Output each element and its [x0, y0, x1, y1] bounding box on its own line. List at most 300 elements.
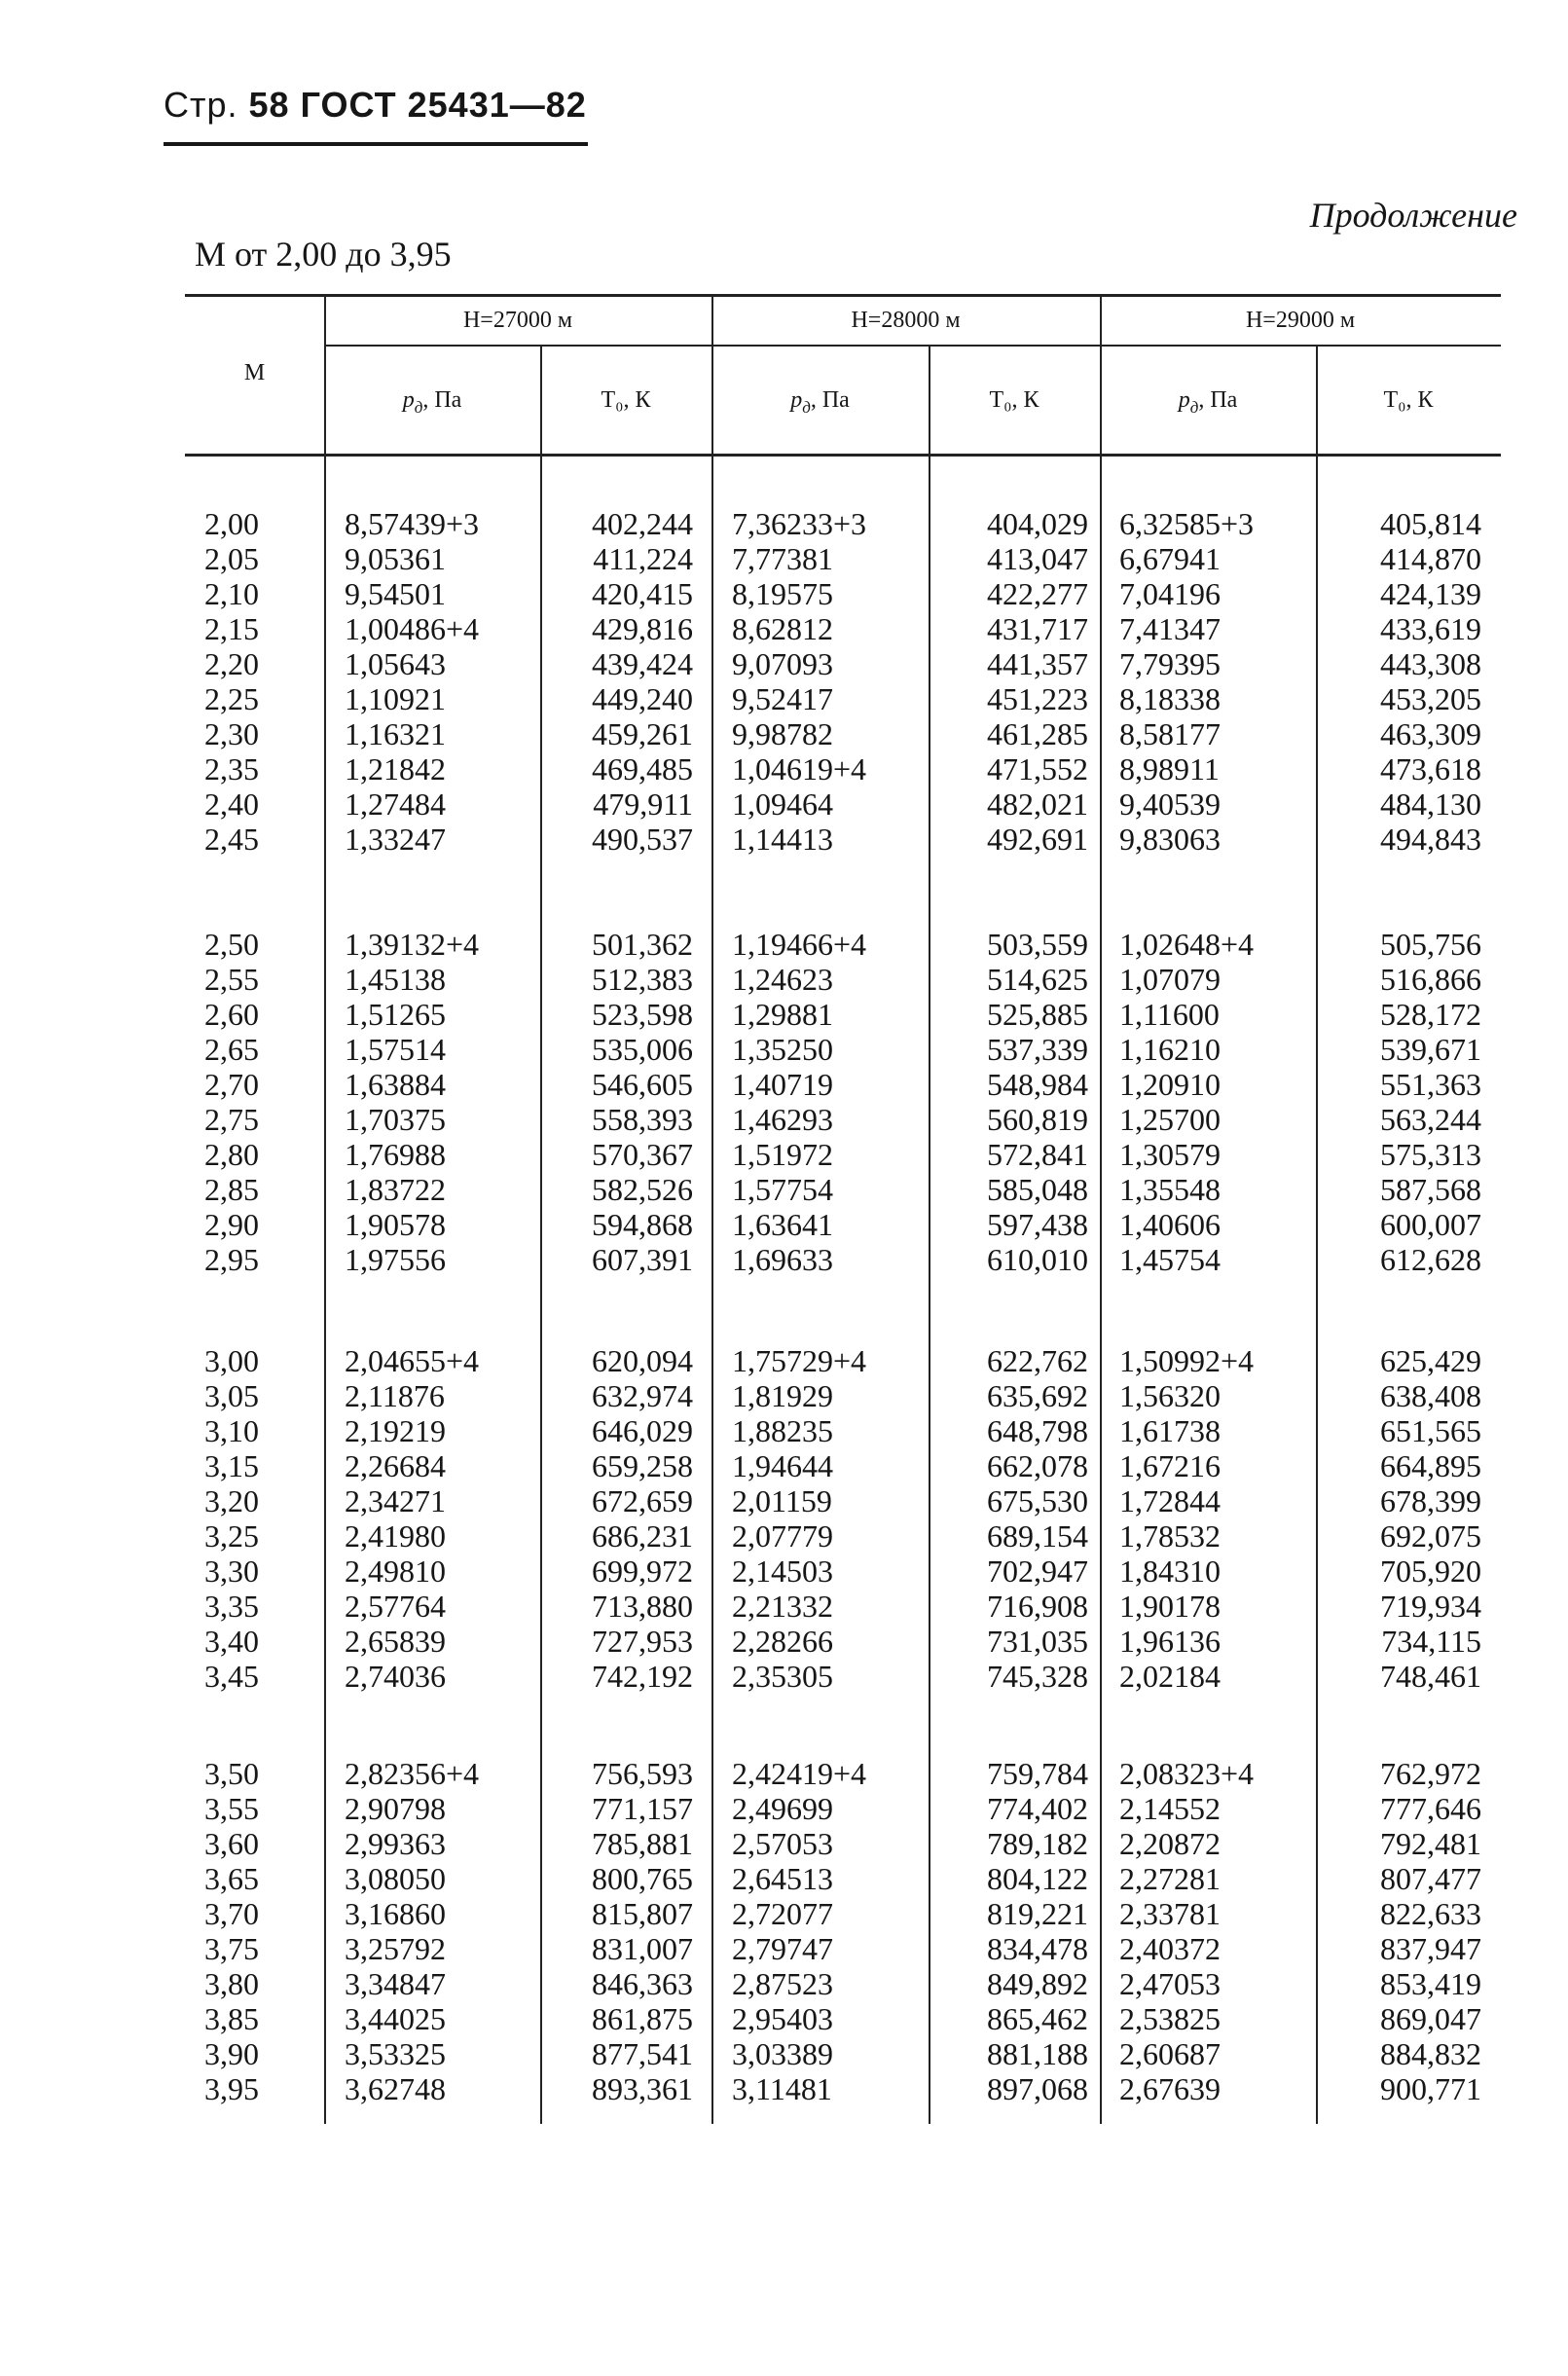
temperature-cell: 607,391	[592, 1242, 693, 1277]
temperature-cell: 853,419	[1380, 1966, 1481, 2001]
pressure-cell: 1,72844	[1119, 1483, 1221, 1518]
temperature-cell: 600,007	[1380, 1207, 1481, 1242]
pressure-cell: 1,40719	[732, 1067, 833, 1102]
header-bottom-rule	[185, 454, 1501, 457]
mach-cell: 3,20	[204, 1483, 259, 1518]
pressure-cell: 1,90578	[345, 1207, 446, 1242]
pressure-cell: 2,20872	[1119, 1826, 1221, 1861]
temperature-cell: 785,881	[592, 1826, 693, 1861]
p-unit: , Па	[422, 387, 462, 413]
mach-cell: 3,65	[204, 1861, 259, 1896]
pressure-cell: 1,11600	[1119, 997, 1220, 1032]
pressure-cell: 1,20910	[1119, 1067, 1221, 1102]
temperature-cell: 402,244	[592, 506, 693, 541]
temperature-cell: 469,485	[592, 751, 693, 786]
mach-cell: 2,25	[204, 681, 259, 716]
pressure-cell: 2,42419+4	[732, 1756, 867, 1791]
pressure-cell: 7,04196	[1119, 576, 1221, 611]
data-table	[185, 294, 1501, 2124]
pressure-cell: 1,75729+4	[732, 1343, 867, 1378]
mach-column	[204, 1343, 259, 1694]
pressure-column	[732, 927, 866, 1277]
pressure-cell: 8,98911	[1119, 751, 1220, 786]
p-symbol: p	[790, 387, 803, 413]
mach-cell: 2,80	[204, 1137, 259, 1172]
temperature-column	[1380, 506, 1481, 857]
temperature-cell: 405,814	[1380, 506, 1481, 541]
pressure-cell: 2,14503	[732, 1554, 833, 1589]
mach-cell: 2,75	[204, 1102, 259, 1137]
pressure-cell: 1,51265	[345, 997, 446, 1032]
mach-cell: 2,10	[204, 576, 259, 611]
pressure-cell: 2,99363	[345, 1826, 446, 1861]
mach-cell: 2,00	[204, 506, 259, 541]
pressure-cell: 2,65839	[345, 1624, 446, 1659]
temperature-cell: 424,139	[1380, 576, 1481, 611]
pressure-cell: 1,83722	[345, 1172, 446, 1207]
page-number: 58	[248, 85, 290, 125]
mach-cell: 3,75	[204, 1931, 259, 1966]
temperature-column	[987, 1756, 1088, 2106]
pressure-cell: 1,84310	[1119, 1554, 1221, 1589]
pressure-cell: 3,34847	[345, 1966, 446, 2001]
temperature-cell: 525,885	[987, 997, 1088, 1032]
mach-cell: 3,25	[204, 1518, 259, 1554]
pressure-cell: 2,28266	[732, 1624, 833, 1659]
pressure-cell: 2,95403	[732, 2001, 833, 2036]
header-p-2	[711, 387, 929, 418]
pressure-cell: 2,90798	[345, 1791, 446, 1826]
temperature-cell: 594,868	[592, 1207, 693, 1242]
pressure-cell: 1,76988	[345, 1137, 446, 1172]
temperature-cell: 585,048	[987, 1172, 1088, 1207]
temperature-cell: 503,559	[987, 927, 1088, 962]
pressure-cell: 1,21842	[345, 751, 446, 786]
pressure-cell: 1,30579	[1119, 1137, 1221, 1172]
pressure-cell: 2,08323+4	[1119, 1756, 1255, 1791]
mach-cell: 2,55	[204, 962, 259, 997]
pressure-cell: 1,45754	[1119, 1242, 1221, 1277]
temperature-cell: 558,393	[592, 1102, 693, 1137]
temperature-cell: 422,277	[987, 576, 1088, 611]
temperature-cell: 632,974	[592, 1378, 693, 1413]
temperature-cell: 849,892	[987, 1966, 1088, 2001]
pressure-cell: 1,88235	[732, 1413, 833, 1448]
pressure-cell: 1,69633	[732, 1242, 833, 1277]
temperature-cell: 705,920	[1380, 1554, 1481, 1589]
header-altitude-1: H=27000 м	[462, 308, 573, 333]
temperature-cell: 411,224	[593, 541, 693, 576]
header-rule	[164, 142, 588, 146]
pressure-cell: 1,94644	[732, 1448, 833, 1483]
pressure-cell: 1,96136	[1119, 1624, 1221, 1659]
header-text	[164, 84, 588, 127]
pressure-column	[732, 1756, 866, 2106]
pressure-cell: 3,25792	[345, 1931, 446, 1966]
temperature-cell: 648,798	[987, 1413, 1088, 1448]
pressure-cell: 1,39132+4	[345, 927, 480, 962]
p-unit: , Па	[810, 387, 850, 413]
pressure-cell: 1,16321	[345, 716, 446, 751]
temperature-cell: 699,972	[592, 1554, 693, 1589]
temperature-cell: 884,832	[1380, 2036, 1481, 2071]
mach-cell: 3,45	[204, 1659, 259, 1694]
temperature-cell: 610,010	[987, 1242, 1088, 1277]
temperature-cell: 659,258	[592, 1448, 693, 1483]
temperature-cell: 551,363	[1380, 1067, 1481, 1102]
temperature-column	[987, 506, 1088, 857]
mach-cell: 2,20	[204, 646, 259, 681]
temperature-cell: 686,231	[592, 1518, 693, 1554]
page-header	[164, 84, 588, 127]
pressure-column	[1119, 506, 1254, 857]
pressure-cell: 9,83063	[1119, 822, 1221, 857]
header-p-3	[1100, 387, 1316, 418]
pressure-column	[1119, 1343, 1254, 1694]
pressure-cell: 2,14552	[1119, 1791, 1221, 1826]
pressure-cell: 2,27281	[1119, 1861, 1221, 1896]
temperature-cell: 877,541	[592, 2036, 693, 2071]
pressure-cell: 1,70375	[345, 1102, 446, 1137]
pressure-cell: 2,04655+4	[345, 1343, 480, 1378]
col-divider-h1-h2	[711, 294, 713, 2124]
header-m: М	[243, 360, 266, 385]
pressure-cell: 1,45138	[345, 962, 446, 997]
temperature-cell: 582,526	[592, 1172, 693, 1207]
temperature-cell: 881,188	[987, 2036, 1088, 2071]
pressure-cell: 1,07079	[1119, 962, 1221, 997]
page-word: Стр.	[164, 85, 238, 125]
pressure-cell: 2,34271	[345, 1483, 446, 1518]
pressure-column	[345, 1756, 479, 2106]
pressure-cell: 2,87523	[732, 1966, 833, 2001]
pressure-cell: 1,29881	[732, 997, 833, 1032]
pressure-cell: 3,03389	[732, 2036, 833, 2071]
pressure-cell: 7,77381	[732, 541, 833, 576]
pressure-cell: 1,33247	[345, 822, 446, 857]
pressure-cell: 2,11876	[345, 1378, 445, 1413]
temperature-cell: 490,537	[592, 822, 693, 857]
table-top-rule	[185, 294, 1501, 297]
temperature-cell: 413,047	[987, 541, 1088, 576]
pressure-cell: 1,04619+4	[732, 751, 867, 786]
temperature-cell: 719,934	[1380, 1589, 1481, 1624]
temperature-cell: 662,078	[987, 1448, 1088, 1483]
temperature-cell: 429,816	[592, 611, 693, 646]
temperature-column	[1380, 1343, 1481, 1694]
temperature-cell: 539,671	[1380, 1032, 1481, 1067]
temperature-cell: 762,972	[1380, 1756, 1481, 1791]
pressure-cell: 8,18338	[1119, 681, 1221, 716]
temperature-cell: 675,530	[987, 1483, 1088, 1518]
temperature-cell: 756,593	[592, 1756, 693, 1791]
temperature-cell: 431,717	[987, 611, 1088, 646]
mach-cell: 3,95	[204, 2071, 259, 2106]
pressure-cell: 1,09464	[732, 786, 833, 822]
header-altitude-2: H=28000 м	[851, 308, 961, 333]
temperature-cell: 689,154	[987, 1518, 1088, 1554]
pressure-cell: 2,41980	[345, 1518, 446, 1554]
temperature-cell: 865,462	[987, 2001, 1088, 2036]
temperature-cell: 516,866	[1380, 962, 1481, 997]
temperature-cell: 414,870	[1380, 541, 1481, 576]
pressure-cell: 2,82356+4	[345, 1756, 480, 1791]
pressure-cell: 2,01159	[732, 1483, 832, 1518]
pressure-cell: 1,97556	[345, 1242, 446, 1277]
temperature-cell: 404,029	[987, 506, 1088, 541]
pressure-column	[732, 1343, 866, 1694]
mach-column	[204, 927, 259, 1277]
temperature-cell: 734,115	[1381, 1624, 1481, 1659]
pressure-cell: 8,62812	[732, 611, 833, 646]
pressure-cell: 6,67941	[1119, 541, 1221, 576]
header-altitude-3: H=29000 м	[1245, 308, 1356, 333]
mach-cell: 3,40	[204, 1624, 259, 1659]
temperature-cell: 612,628	[1380, 1242, 1481, 1277]
pressure-column	[1119, 1756, 1254, 2106]
temperature-cell: 635,692	[987, 1378, 1088, 1413]
temperature-cell: 807,477	[1380, 1861, 1481, 1896]
pressure-cell: 7,41347	[1119, 611, 1221, 646]
mach-cell: 2,15	[204, 611, 259, 646]
temperature-column	[592, 506, 693, 857]
mach-cell: 2,05	[204, 541, 259, 576]
mach-cell: 3,30	[204, 1554, 259, 1589]
standard-code: ГОСТ 25431—82	[300, 85, 587, 125]
range-label: М от 2,00 до 3,95	[195, 235, 452, 274]
mach-cell: 3,70	[204, 1896, 259, 1931]
col-divider-h3-inner	[1316, 345, 1318, 2124]
temperature-cell: 834,478	[987, 1931, 1088, 1966]
pressure-cell: 1,81929	[732, 1378, 833, 1413]
temperature-column	[592, 1756, 693, 2106]
mach-cell: 2,30	[204, 716, 259, 751]
mach-cell: 2,45	[204, 822, 259, 857]
pressure-column	[345, 506, 479, 857]
pressure-cell: 3,62748	[345, 2071, 446, 2106]
pressure-cell: 2,02184	[1119, 1659, 1221, 1694]
mach-cell: 3,10	[204, 1413, 259, 1448]
pressure-cell: 2,64513	[732, 1861, 833, 1896]
temperature-cell: 482,021	[987, 786, 1088, 822]
pressure-cell: 2,74036	[345, 1659, 446, 1694]
pressure-cell: 1,63884	[345, 1067, 446, 1102]
temperature-cell: 492,691	[987, 822, 1088, 857]
pressure-cell: 1,50992+4	[1119, 1343, 1255, 1378]
temperature-cell: 471,552	[987, 751, 1088, 786]
pressure-cell: 9,98782	[732, 716, 833, 751]
temperature-cell: 546,605	[592, 1067, 693, 1102]
pressure-cell: 9,54501	[345, 576, 446, 611]
temperature-cell: 505,756	[1380, 927, 1481, 962]
temperature-cell: 494,843	[1380, 822, 1481, 857]
temperature-cell: 463,309	[1380, 716, 1481, 751]
pressure-cell: 2,21332	[732, 1589, 833, 1624]
temperature-cell: 548,984	[987, 1067, 1088, 1102]
mach-cell: 2,50	[204, 927, 259, 962]
temperature-cell: 587,568	[1380, 1172, 1481, 1207]
temperature-cell: 727,953	[592, 1624, 693, 1659]
temperature-column	[987, 927, 1088, 1277]
temperature-cell: 563,244	[1380, 1102, 1481, 1137]
temperature-cell: 759,784	[987, 1756, 1088, 1791]
mach-cell: 2,95	[204, 1242, 259, 1277]
header-t-2: T₀, К	[989, 387, 1039, 413]
temperature-cell: 484,130	[1380, 786, 1481, 822]
temperature-cell: 535,006	[592, 1032, 693, 1067]
pressure-cell: 1,67216	[1119, 1448, 1221, 1483]
temperature-cell: 560,819	[987, 1102, 1088, 1137]
temperature-cell: 702,947	[987, 1554, 1088, 1589]
temperature-cell: 869,047	[1380, 2001, 1481, 2036]
pressure-cell: 1,10921	[345, 681, 446, 716]
temperature-column	[987, 1343, 1088, 1694]
pressure-cell: 1,78532	[1119, 1518, 1221, 1554]
pressure-cell: 2,35305	[732, 1659, 833, 1694]
pressure-cell: 2,33781	[1119, 1896, 1221, 1931]
mach-cell: 2,60	[204, 997, 259, 1032]
mach-cell: 3,60	[204, 1826, 259, 1861]
temperature-cell: 900,771	[1380, 2071, 1481, 2106]
temperature-cell: 837,947	[1380, 1931, 1481, 1966]
temperature-cell: 451,223	[987, 681, 1088, 716]
pressure-cell: 1,16210	[1119, 1032, 1221, 1067]
temperature-cell: 800,765	[592, 1861, 693, 1896]
pressure-cell: 1,25700	[1119, 1102, 1221, 1137]
pressure-cell: 1,40606	[1119, 1207, 1221, 1242]
pressure-cell: 1,63641	[732, 1207, 833, 1242]
pressure-cell: 2,47053	[1119, 1966, 1221, 2001]
temperature-cell: 459,261	[592, 716, 693, 751]
pressure-cell: 1,61738	[1119, 1413, 1221, 1448]
p-subscript: д	[414, 397, 423, 417]
pressure-cell: 2,26684	[345, 1448, 446, 1483]
pressure-cell: 1,51972	[732, 1137, 833, 1172]
temperature-cell: 742,192	[592, 1659, 693, 1694]
header-t-1: T₀, К	[601, 387, 651, 413]
col-divider-m	[324, 294, 326, 2124]
temperature-cell: 501,362	[592, 927, 693, 962]
pressure-cell: 2,40372	[1119, 1931, 1221, 1966]
pressure-cell: 2,57053	[732, 1826, 833, 1861]
temperature-cell: 597,438	[987, 1207, 1088, 1242]
pressure-column	[345, 927, 479, 1277]
pressure-column	[732, 506, 866, 857]
temperature-cell: 449,240	[592, 681, 693, 716]
pressure-cell: 1,14413	[732, 822, 833, 857]
mach-cell: 3,50	[204, 1756, 259, 1791]
pressure-cell: 1,27484	[345, 786, 446, 822]
pressure-cell: 2,07779	[732, 1518, 833, 1554]
temperature-column	[592, 927, 693, 1277]
pressure-cell: 6,32585+3	[1119, 506, 1255, 541]
header-t-3: T₀, К	[1383, 387, 1434, 413]
pressure-cell: 2,60687	[1119, 2036, 1221, 2071]
temperature-cell: 664,895	[1380, 1448, 1481, 1483]
temperature-cell: 731,035	[987, 1624, 1088, 1659]
temperature-cell: 716,908	[987, 1589, 1088, 1624]
pressure-cell: 2,67639	[1119, 2071, 1221, 2106]
pressure-column	[1119, 927, 1254, 1277]
mach-cell: 3,85	[204, 2001, 259, 2036]
continuation-label: Продолжение	[1309, 196, 1517, 235]
mach-cell: 3,80	[204, 1966, 259, 2001]
pressure-cell: 3,44025	[345, 2001, 446, 2036]
pressure-cell: 2,79747	[732, 1931, 833, 1966]
mach-cell: 3,35	[204, 1589, 259, 1624]
pressure-cell: 3,16860	[345, 1896, 446, 1931]
temperature-cell: 441,357	[987, 646, 1088, 681]
subheader-rule	[324, 345, 1501, 347]
p-symbol: p	[1178, 387, 1190, 413]
temperature-cell: 819,221	[987, 1896, 1088, 1931]
temperature-column	[592, 1343, 693, 1694]
temperature-cell: 620,094	[592, 1343, 693, 1378]
col-divider-h2-h3	[1100, 294, 1102, 2124]
mach-cell: 2,90	[204, 1207, 259, 1242]
temperature-cell: 570,367	[592, 1137, 693, 1172]
pressure-cell: 8,57439+3	[345, 506, 480, 541]
temperature-cell: 861,875	[592, 2001, 693, 2036]
mach-cell: 3,05	[204, 1378, 259, 1413]
pressure-cell: 1,02648+4	[1119, 927, 1255, 962]
temperature-cell: 646,029	[592, 1413, 693, 1448]
temperature-cell: 713,880	[592, 1589, 693, 1624]
temperature-column	[1380, 1756, 1481, 2106]
mach-cell: 3,00	[204, 1343, 259, 1378]
mach-cell: 2,35	[204, 751, 259, 786]
temperature-cell: 625,429	[1380, 1343, 1481, 1378]
col-divider-h2-inner	[929, 345, 930, 2124]
pressure-cell: 9,52417	[732, 681, 833, 716]
temperature-cell: 439,424	[592, 646, 693, 681]
temperature-cell: 572,841	[987, 1137, 1088, 1172]
pressure-cell: 3,53325	[345, 2036, 446, 2071]
temperature-cell: 777,646	[1380, 1791, 1481, 1826]
header-p-1	[324, 387, 540, 418]
temperature-cell: 692,075	[1380, 1518, 1481, 1554]
temperature-cell: 575,313	[1380, 1137, 1481, 1172]
pressure-cell: 1,57514	[345, 1032, 446, 1067]
temperature-cell: 789,182	[987, 1826, 1088, 1861]
temperature-cell: 443,308	[1380, 646, 1481, 681]
mach-cell: 2,70	[204, 1067, 259, 1102]
temperature-cell: 672,659	[592, 1483, 693, 1518]
mach-cell: 2,85	[204, 1172, 259, 1207]
temperature-column	[1380, 927, 1481, 1277]
temperature-cell: 745,328	[987, 1659, 1088, 1694]
col-divider-h1-inner	[540, 345, 542, 2124]
pressure-cell: 1,05643	[345, 646, 446, 681]
temperature-cell: 822,633	[1380, 1896, 1481, 1931]
pressure-cell: 2,57764	[345, 1589, 446, 1624]
mach-cell: 3,55	[204, 1791, 259, 1826]
pressure-cell: 1,00486+4	[345, 611, 480, 646]
pressure-cell: 7,36233+3	[732, 506, 867, 541]
pressure-cell: 2,49699	[732, 1791, 833, 1826]
pressure-cell: 1,35250	[732, 1032, 833, 1067]
temperature-cell: 528,172	[1380, 997, 1481, 1032]
pressure-cell: 3,11481	[732, 2071, 832, 2106]
mach-cell: 3,90	[204, 2036, 259, 2071]
temperature-cell: 479,911	[593, 786, 693, 822]
pressure-cell: 1,56320	[1119, 1378, 1221, 1413]
pressure-cell: 8,58177	[1119, 716, 1221, 751]
temperature-cell: 897,068	[987, 2071, 1088, 2106]
mach-column	[204, 506, 259, 857]
temperature-cell: 420,415	[592, 576, 693, 611]
temperature-cell: 748,461	[1380, 1659, 1481, 1694]
